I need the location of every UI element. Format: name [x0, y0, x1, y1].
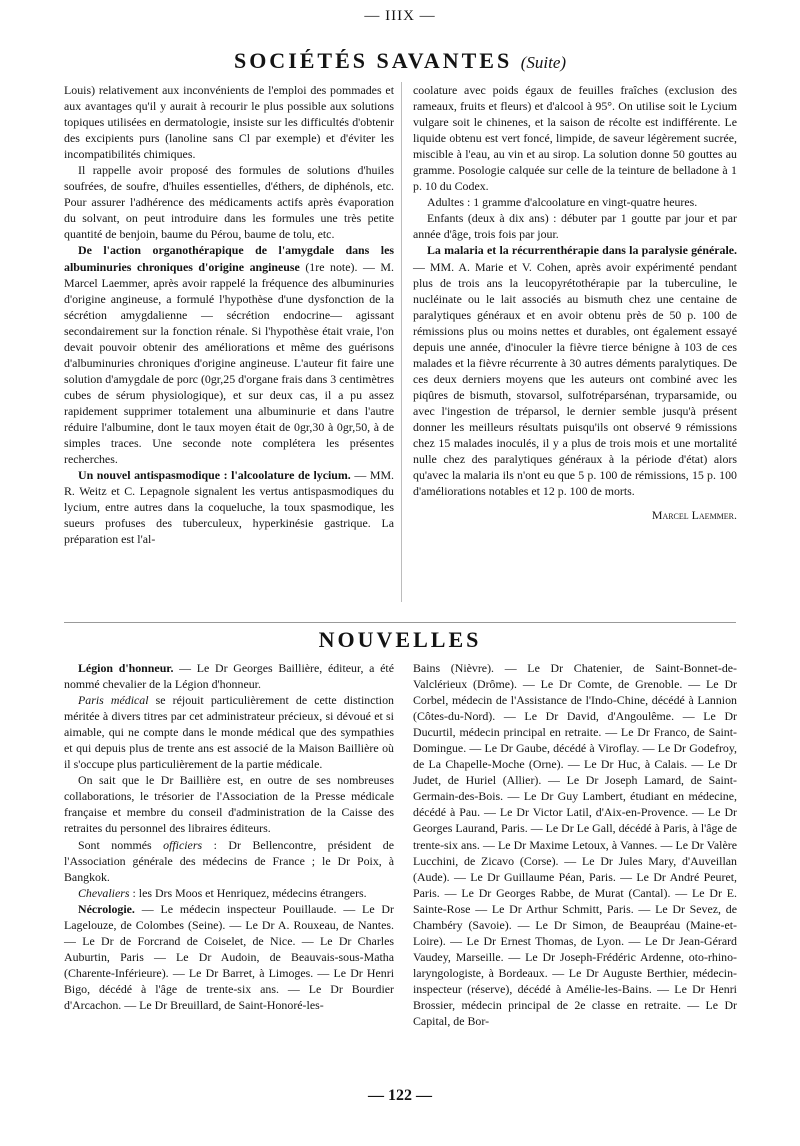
paragraph: [64, 837, 394, 885]
paragraph: Il rappelle avoir proposé des formules de solutions d'huiles soufrées, de soufre, d'huiles essentielles, d'éthers, de diphénols, etc. Pour assurer l'adhérence des médicaments actifs après évaporation du solvant, on peut introduire dans les formules une très petite quantité de benjoin, baume du Pérou, baume de tolu, etc.: [64, 163, 394, 242]
article-body: — M. Marcel Laemmer, après avoir rappelé la fréquence des albuminuries d'origine angineuse, a formulé l'hypothèse d'une dysfonction de la sécrétion amygdalienne — sécrétion endocrine— agissant secondairement sur la fonction rénale. Si l'hypothèse était vraie, l'on devait pouvoir obtenir des améliorations et même des guérisons d'albuminuries chroniques d'origine angineuse. L'auteur fit faire une solution d'amygdale de porc (0gr,25 d'organe frais dans 3 centimètres cubes de sérum physiologique), et sur deux cas, il a pu assez rapidement supprimer totalement una albuminurie et dans l'autre réduire l'albumine, dont le taux moyen était de 0gr,30 à 0gr,50, à de simples traces. Une seconde note complétera les présentes recherches.: [64, 259, 394, 467]
page-number: — 122 —: [368, 1087, 432, 1104]
paragraph: [64, 242, 394, 467]
article-body: — Le Dr Georges Baillière, éditeur, a été nommé chevalier de la Légion d'honneur.: [64, 661, 394, 692]
section-title-nouvelles: NOUVELLES: [318, 627, 482, 652]
rank-label: officiers: [163, 837, 203, 852]
article-note: (1re note).: [305, 259, 358, 274]
paragraph: Bains (Nièvre). — Le Dr Chatenier, de Saint-Bonnet-de-Valclérieux (Drôme). — Le Dr Comte, de Grenoble. — Le Dr Corbel, médecin de l'Assistance de l'Indo-Chine, décédé à Lannion (Côtes-du-Nord). — Le Dr David, d'Angoulême. — Le Dr Ducurtil, médecin principal en retraite. — Le Dr Franco, de Saint-Domingue. — Le Dr Gaube, décédé à Viroflay. — Le Dr Godefroy, de La Chapelle-Moche (Orne). — Le Dr Huc, à Calais. — Le Dr Judet, de Huriel (Allier). — Le Dr Joseph Lamard, de Saint-Germain-des-Bois. — Le Dr Guy Lambert, étudiant en médecine, décédé à Pau. — Le Dr Victor Latil, d'Aix-en-Provence. — Le Dr Georges Laurand, Paris. — Le Dr Le Gall, décédé à Paris, à l'âge de trente-six ans. — Le Dr Maxime Letoux, à Vannes. — Le Dr Valère Lucchini, de Zicavo (Corse). — Le Dr Jules Mary, d'Auveillan (Aude). — Le Dr Guillaume Péan, Paris. — Le Dr André Peuret, Paris. — Le Dr Georges Rabbe, de Murat (Cantal). — Le Dr E. Sainte-Rose — Le Dr Arthur Schmitt, Paris. — Le Dr Sevez, de Chambéry (Savoie). — Le Dr Simon, de Beaupréau (Maine-et-Loire). — Le Dr Ernest Thomas, de Lyon. — Le Dr Jean-Gérard Vaudey, Marseille. — Le Dr Joseph-Frédéric Ardenne, oto-rhino-laryngologiste, à Bordeaux. — Le Dr Auguste Berthier, médecin-inspecteur (réserve), décédé à Amélie-les-Bains. — Le Dr Henri Brossier, médecin principal de 2e classe en retraite. — Le Dr Capital, de Bor-: [413, 661, 737, 1029]
article-heading: Un nouvel antispasmodique : l'alcoolature de lycium.: [78, 468, 351, 483]
author-signature: Marcel Laemmer.: [651, 508, 737, 523]
article-body: : Dr Bellencontre, président de l'Association générale des médecins de France ; le Dr Poix, à Bangkok.: [64, 837, 394, 884]
column-divider: [401, 82, 402, 602]
paragraph: Adultes : 1 gramme d'alcoolature en vingt-quatre heures.: [427, 195, 698, 210]
section-divider: [64, 622, 736, 623]
article-lead: Sont nommés: [78, 837, 152, 852]
paragraph: [64, 467, 394, 547]
article-body: se réjouit particulièrement de cette distinction méritée à divers titres par cet administrateur précieux, si dévoué et si aimable, qui ne compte dans le monde médical que des sympathies et qui depuis plus de trente ans est associé de la Maison Baillière où il s'occupe plus particulièrement de la partie médicale.: [64, 693, 394, 772]
section-title-suite: (Suite): [520, 53, 567, 72]
column-1: [64, 82, 394, 547]
section-title-societes-savantes: [0, 48, 800, 74]
column-4: [413, 660, 737, 1029]
column-3: [64, 660, 394, 1013]
paragraph: [64, 885, 394, 901]
article-heading: Nécrologie.: [78, 901, 135, 916]
paragraph: [64, 901, 394, 1013]
article-body: — MM. R. Weitz et C. Lepagnole signalent les vertus antispasmodiques du lycium, entre autres dans la coqueluche, la toux spasmodique, les sueurs profuses des tuberculeux, hyperkinésie gastrique. La préparation est l'al-: [64, 468, 395, 547]
paragraph: [64, 660, 394, 692]
paragraph: On sait que le Dr Baillière est, en outre de ses nombreuses collaborations, le trésorier de l'Association de la Presse médicale française et membre du conseil d'administration de la Caisse des retraites du personnel des libraires éditeurs.: [64, 773, 394, 836]
paragraph: Enfants (deux à dix ans) : débuter par 1 goutte par jour et par année d'âge, trois fois par jour.: [413, 211, 737, 242]
column-2: [413, 82, 737, 523]
article-body: — MM. A. Marie et V. Cohen, après avoir expérimenté pendant plus de trois ans la leucopyrétothérapie par la tuberculine, le nucléinate ou le lait associés au bismuth chez une centaine de paralytiques généraux et en avoir obtenu près de 50 p. 100 de rémissions plus ou moins nettes et durables, ont également essayé depuis une année, d'inoculer la fièvre tierce bénigne à 103 de ces malades et la fièvre récurrente à 30 autres déments paralytiques. De ces deux derniers moyens que les auteurs ont combiné avec les piqûres de bismuth, stovarsol, sulfotréparsénan, tryparsamide, ou avec l'ingestion de tréparsol, le dernier semble jusqu'à présent donner les meilleurs résultats puisqu'ils ont observé 9 rémissions chez 15 malades inoculés, il y a plus de trois mois et une mortalité nulle chez des paralytiques généraux à la période d'état) alors qu'avec la malaria ils n'ont eu que 5 p. 100 de rémissions, 15 p. 100 d'améliorations notables et 12 p. 100 de morts.: [413, 259, 737, 499]
section-title-text: SOCIÉTÉS SAVANTES: [233, 48, 513, 73]
article-heading: Légion d'honneur.: [78, 661, 174, 675]
paragraph: coolature avec poids égaux de feuilles fraîches (exclusion des rameaux, fruits et fleurs) et d'alcool à 95°. On utilise soit le Lycium vulgare soit le chinenes, et la saison de récolte est indifférente. Le liquide obtenu est vert foncé, limpide, de saveur légèrement sucrée, miscible à l'eau, au vin et au sirop. La solution donne 50 gouttes au gramme. Posologie calquée sur celle de la teinture de belladone à 1 p. 10 du Codex.: [413, 83, 737, 194]
paragraph: Louis) relativement aux inconvénients de l'emploi des pommades et aux avantages qu'il y aurait à recourir le plus possible aux solutions topiques utilisées en dermatologie, insiste sur les difficultés d'obtenir des excipients purs (lanoline sans Cl par exemple) et d'éviter les incompatibilités chimiques.: [64, 83, 394, 162]
article-body: — Le médecin inspecteur Pouillaude. — Le Dr Lagelouze, de Colombes (Seine). — Le Dr A. Rouxeau, de Nantes. — Le Dr de Forcrand de Coiselet, de Nice. — Le Dr Charles Auburtin, Paris — Le Dr Audoin, de Beauvais-sous-Matha (Charente-Inférieure). — Le Dr Barret, à Limoges. — Le Dr Henri Bigo, décédé à l'âge de trente-six ans. — Le Dr Bourdier d'Arcachon. — Le Dr Breuillard, de Saint-Honoré-les-: [64, 901, 394, 1012]
paragraph: [64, 692, 394, 772]
article-heading: De l'action organothérapique de l'amygdale dans les albuminuries chroniques d'origine angineuse: [64, 243, 394, 274]
rank-label: Chevaliers: [78, 885, 130, 900]
page-roman-numeral: — IIIX —: [364, 8, 436, 24]
article-body: : les Drs Moos et Henriquez, médecins étrangers.: [132, 885, 367, 900]
article-heading: La malaria et la récurrenthérapie dans la paralysie générale.: [427, 243, 737, 258]
paragraph: [413, 242, 737, 499]
journal-name: Paris médical: [78, 693, 149, 708]
